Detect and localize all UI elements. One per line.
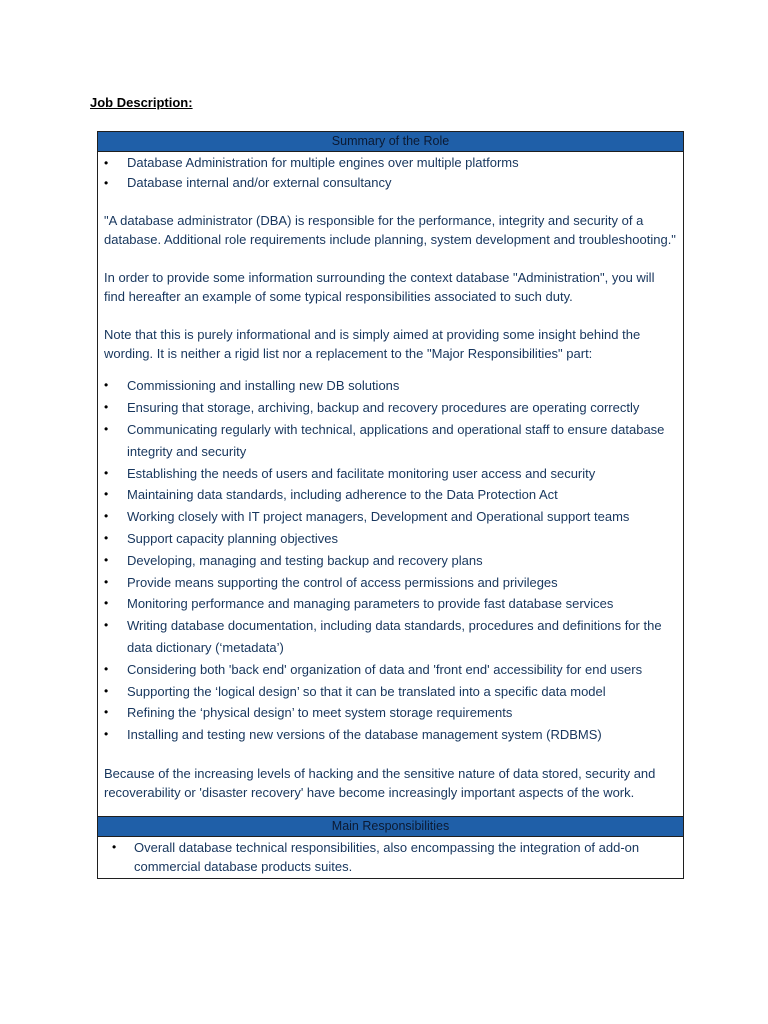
summary-section-header: Summary of the Role (98, 132, 683, 152)
list-item: • Overall database technical responsibilities, also encompassing the integration of add-on commercial database products suites. (112, 839, 640, 874)
list-item: • Working closely with IT project managers, Development and Operational support teams (104, 506, 677, 528)
bullet-icon: • (104, 727, 109, 742)
intro-bullet-list (104, 153, 677, 193)
page-heading: Job Description: (90, 95, 193, 110)
list-item: • Commissioning and installing new DB solutions (104, 375, 677, 397)
bullet-icon: • (104, 683, 109, 698)
context-paragraph: In order to provide some information surrounding the context database "Administration", you will find hereafter an example of some typical responsibilities associated to such duty. (104, 269, 655, 305)
list-item: • Database Administration for multiple engines over multiple platforms (104, 153, 677, 173)
note-paragraph: Note that this is purely informational and is simply aimed at providing some insight behind the wording. It is neither a rigid list nor a replacement to the "Major Responsibilities" part: (104, 326, 641, 362)
list-item: • Support capacity planning objectives (104, 528, 677, 550)
bullet-icon: • (104, 487, 109, 502)
list-item: • Developing, managing and testing backup and recovery plans (104, 550, 677, 572)
list-item: • Writing database documentation, including data standards, procedures and definitions for the data dictionary (‘metadata’) (104, 615, 677, 659)
main-responsibilities-list (104, 838, 677, 876)
bullet-icon: • (104, 400, 109, 415)
list-item: • Supporting the ‘logical design’ so that it can be translated into a specific data model (104, 681, 677, 703)
list-item: • Monitoring performance and managing parameters to provide fast database services (104, 593, 677, 615)
bullet-icon: • (104, 509, 109, 524)
bullet-icon: • (104, 378, 109, 393)
bullet-icon: • (104, 465, 109, 480)
bullet-icon: • (104, 156, 109, 170)
list-item: • Database internal and/or external consultancy (104, 173, 677, 193)
list-item: • Establishing the needs of users and facilitate monitoring user access and security (104, 463, 677, 485)
closing-paragraph: Because of the increasing levels of hacking and the sensitive nature of data stored, security and recoverability or 'disaster recovery' have become increasingly important aspects of the work. (104, 765, 656, 801)
bullet-icon: • (104, 596, 109, 611)
list-item: • Ensuring that storage, archiving, backup and recovery procedures are operating correctly (104, 397, 677, 419)
list-item: • Provide means supporting the control of access permissions and privileges (104, 572, 677, 594)
list-item: • Installing and testing new versions of the database management system (RDBMS) (104, 724, 677, 746)
bullet-icon: • (104, 661, 109, 676)
bullet-icon: • (104, 574, 109, 589)
main-responsibilities-header: Main Responsibilities (98, 816, 683, 837)
bullet-icon: • (104, 531, 109, 546)
bullet-icon: • (104, 176, 109, 190)
summary-section-body (98, 152, 683, 816)
bullet-icon: • (104, 705, 109, 720)
list-item: • Communicating regularly with technical, applications and operational staff to ensure database integrity and security (104, 419, 677, 463)
bullet-icon: • (112, 839, 117, 854)
dba-definition-paragraph: "A database administrator (DBA) is responsible for the performance, integrity and security of a database. Additional role requirements include planning, system development and troubleshooting." (104, 213, 676, 248)
main-responsibilities-body (98, 837, 683, 878)
bullet-icon: • (104, 422, 109, 437)
bullet-icon: • (104, 552, 109, 567)
list-item: • Refining the ‘physical design’ to meet system storage requirements (104, 702, 677, 724)
job-description-table (97, 131, 684, 879)
duties-bullet-list (104, 375, 677, 746)
list-item: • Considering both 'back end' organization of data and 'front end' accessibility for end users (104, 659, 677, 681)
bullet-icon: • (104, 618, 109, 633)
list-item: • Maintaining data standards, including adherence to the Data Protection Act (104, 484, 677, 506)
